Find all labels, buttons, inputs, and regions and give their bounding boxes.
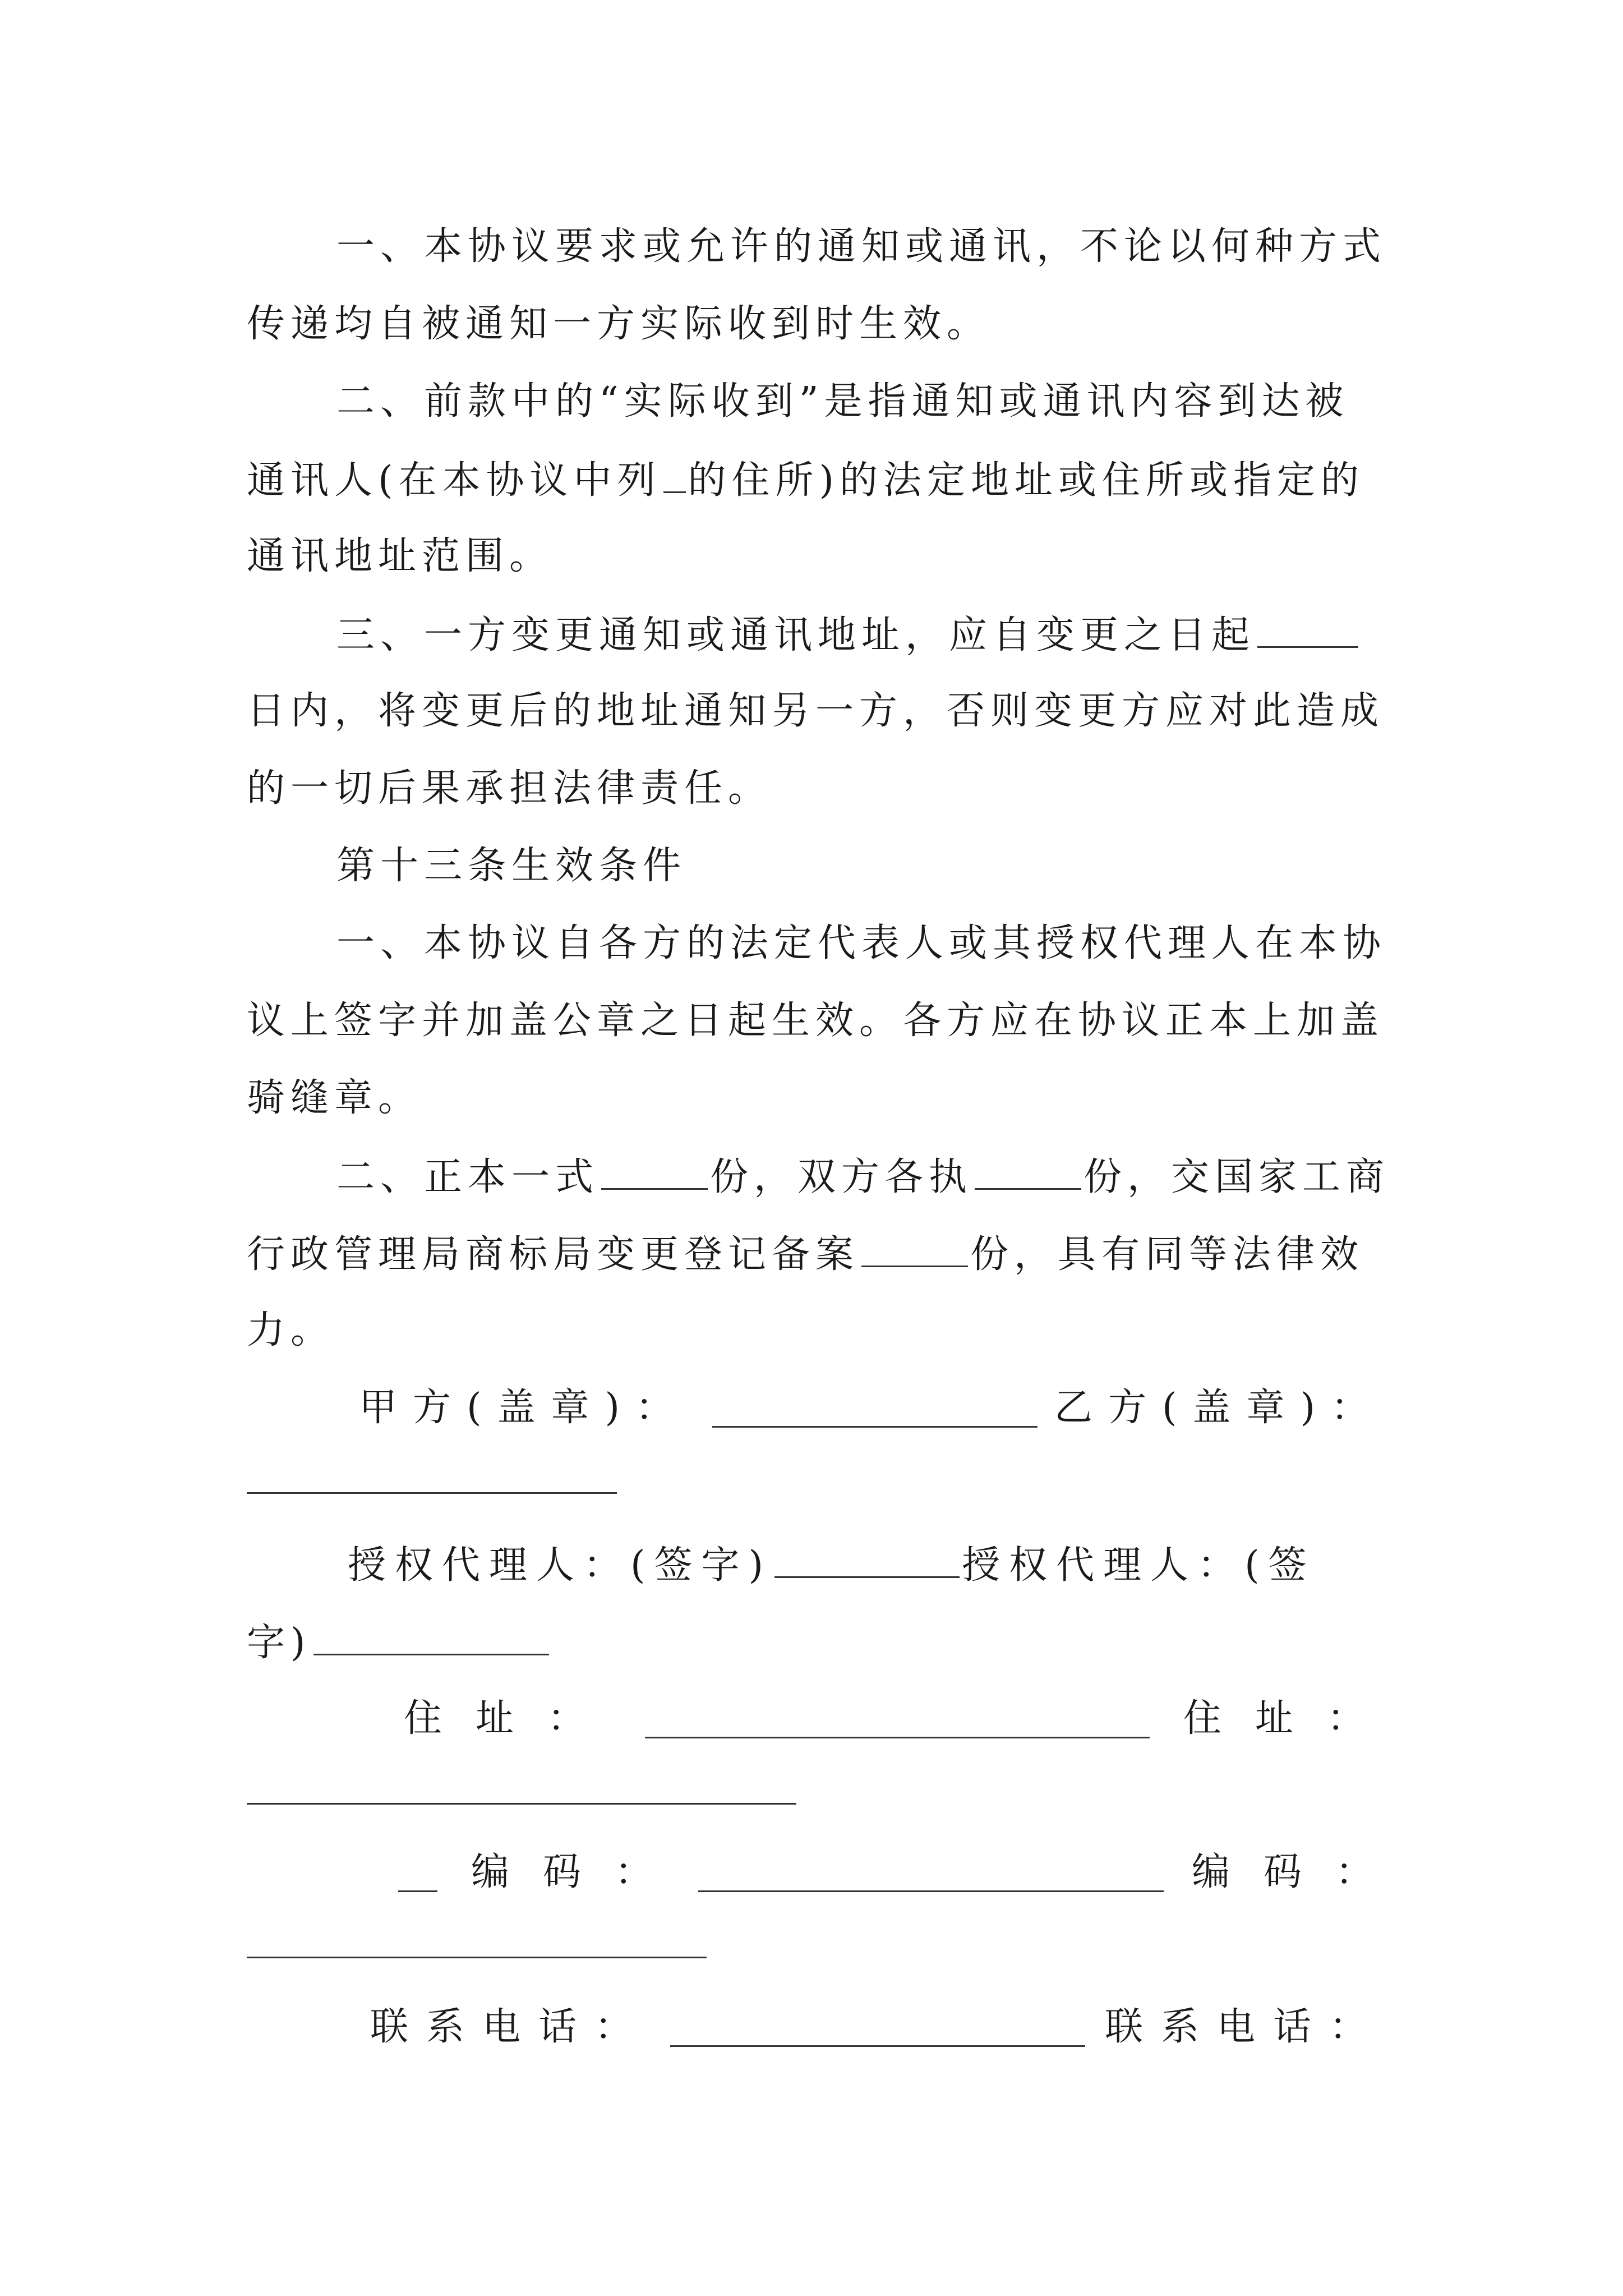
para-1-line-2: 传递均自被通知一方实际收到时生效。 — [247, 302, 991, 346]
party-a-seal-line — [712, 1426, 1038, 1428]
legal-effect-text: 份，具有同等法律效 — [970, 1232, 1364, 1277]
phone-a-line — [670, 2045, 1085, 2047]
code-a-line — [698, 1890, 1164, 1892]
para-2-line-2 — [247, 452, 1380, 508]
para-2-line-1: 二、前款中的“实际收到”是指通知或通讯内容到达被 — [336, 379, 1349, 424]
address-a-line — [645, 1737, 1150, 1738]
party-a-seal-label: 甲方(盖章)： — [359, 1386, 690, 1430]
phone-a-label: 联系电话： — [370, 2005, 651, 2049]
para-5-line-1 — [336, 1149, 1390, 1204]
phone-b-label: 联系电话： — [1105, 2005, 1386, 2049]
address-a-label: 住址： — [404, 1696, 620, 1741]
filing-text: 行政管理局商标局变更登记备案 — [247, 1232, 860, 1277]
para-5-line-2 — [247, 1226, 1380, 1282]
party-b-seal-line — [247, 1492, 617, 1494]
submit-text: 份，交国家工商 — [1083, 1155, 1390, 1199]
address-b-label: 住址： — [1183, 1696, 1399, 1741]
para-3-line-3: 的一切后果承担法律责任。 — [247, 766, 772, 811]
agent-line — [348, 1537, 1380, 1593]
agent-b-line-2 — [247, 1614, 1380, 1670]
para-2-text-b: 的住所)的法定地址或住所或指定的 — [688, 458, 1365, 503]
para-4-line-3: 骑缝章。 — [247, 1076, 422, 1120]
code-a-label: 编码： — [471, 1850, 687, 1894]
para-3-line-2: 日内，将变更后的地址通知另一方，否则变更方应对此造成 — [247, 689, 1385, 733]
blank-line — [663, 452, 686, 493]
agent-b-blank — [313, 1614, 549, 1655]
code-leading-blank — [398, 1890, 437, 1892]
article-13-heading: 第十三条生效条件 — [336, 844, 687, 888]
copies-blank — [601, 1149, 708, 1190]
para-1-line-1: 一、本协议要求或允许的通知或通讯，不论以何种方式 — [336, 224, 1387, 269]
agent-b-label-end: 字) — [247, 1621, 311, 1665]
para-3-line-1 — [336, 607, 1380, 662]
para-3-text: 三、一方变更通知或通讯地址，应自变更之日起 — [336, 613, 1256, 657]
each-party-blank — [975, 1149, 1081, 1190]
address-b-line — [247, 1803, 796, 1805]
agent-a-label: 授权代理人：(签字) — [348, 1543, 773, 1588]
para-4-line-2: 议上签字并加盖公章之日起生效。各方应在协议正本上加盖 — [247, 999, 1385, 1043]
para-2-text-a: 通讯人(在本协议中列 — [247, 458, 661, 503]
code-b-line — [247, 1957, 707, 1958]
filing-blank — [861, 1226, 968, 1267]
code-b-label: 编码： — [1192, 1850, 1408, 1894]
party-b-seal-label: 乙方(盖章)： — [1054, 1386, 1385, 1430]
para-5-line-3: 力。 — [247, 1308, 335, 1352]
para-4-line-1: 一、本协议自各方的法定代表人或其授权代理人在本协 — [336, 921, 1387, 965]
agent-b-label: 授权代理人：(签 — [962, 1543, 1316, 1588]
copies-text: 二、正本一式 — [336, 1155, 600, 1199]
days-blank — [1257, 607, 1358, 648]
agent-a-blank — [774, 1537, 960, 1578]
each-party-text: 份，双方各执 — [710, 1155, 973, 1199]
para-2-line-3: 通讯地址范围。 — [247, 534, 554, 578]
